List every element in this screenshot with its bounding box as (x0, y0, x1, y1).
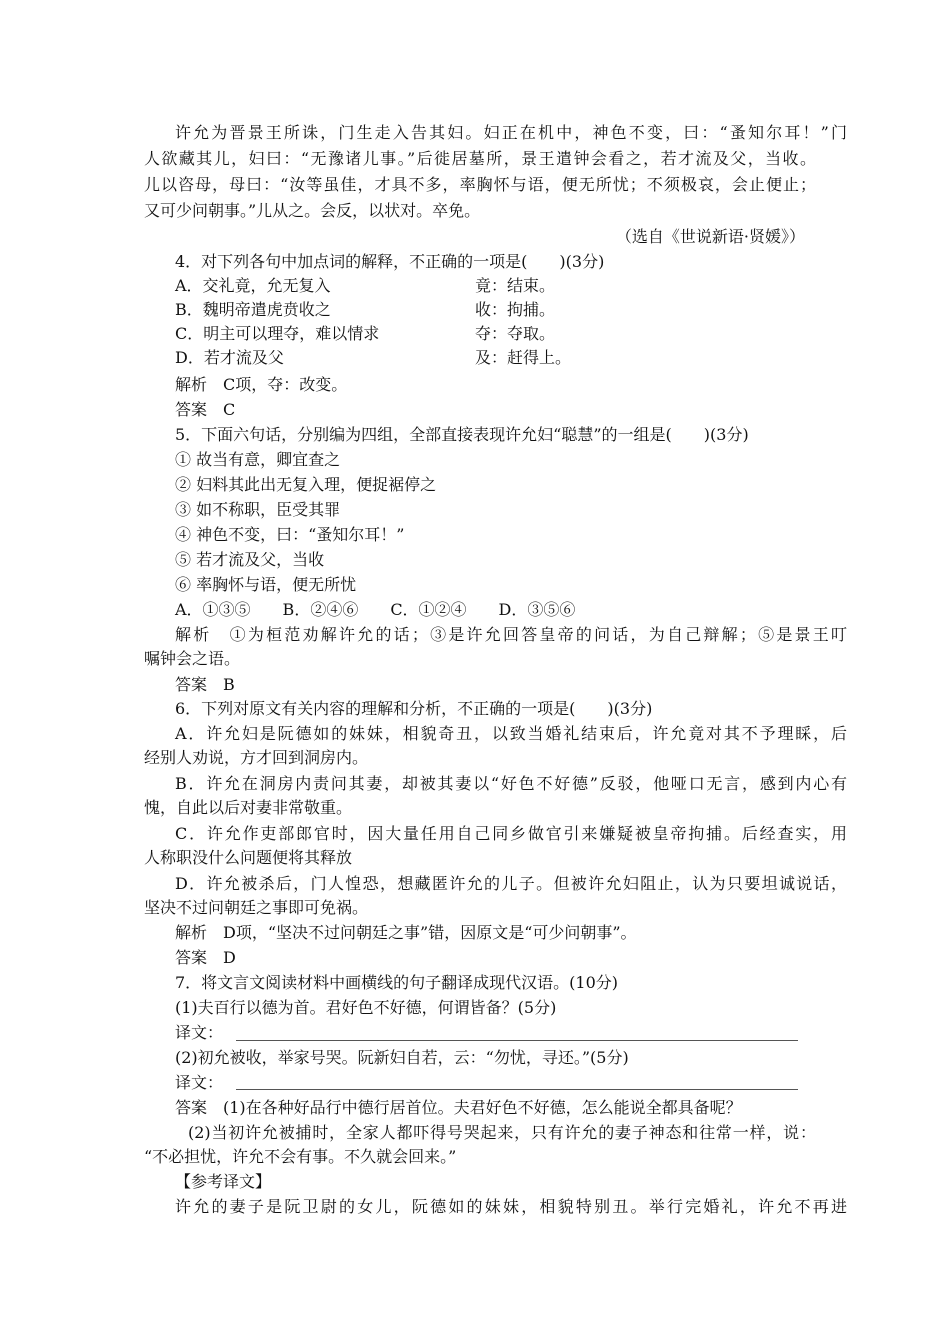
q7-translate-label-1: 译文： (175, 1023, 224, 1042)
q6-option-c-line-1: C．许允作吏部郎官时，因大量任用自己同乡做官引来嫌疑被皇帝拘捕。后经查实，用 (175, 824, 847, 843)
q5-stem: 5．下面六句话，分别编为四组，全部直接表现许允妇“聪慧”的一组是( )(3分) (175, 425, 749, 444)
q6-analysis: 解析 D项，“坚决不过问朝廷之事”错，因原文是“可少问朝事”。 (175, 923, 637, 942)
q7-answer-blank-2[interactable] (236, 1089, 798, 1090)
q5-item-3: ③ 如不称职，臣受其罪 (175, 500, 341, 519)
q7-answer-2-line-2: “不必担忧，许允不会有事。不久就会回来。” (144, 1147, 457, 1166)
q6-option-a-line-1: A．许允妇是阮德如的妹妹，相貌奇丑，以致当婚礼结束后，许允竟对其不予理睬，后 (175, 724, 847, 743)
q4-option-a-sentence: A．交礼竟，允无复入 (175, 276, 331, 295)
passage-source: （选自《世说新语·贤媛》） (615, 227, 805, 246)
reference-heading: 【参考译文】 (175, 1172, 272, 1191)
q7-answer-blank-1[interactable] (236, 1040, 798, 1041)
q5-item-1: ① 故当有意，卿宜查之 (175, 450, 341, 469)
q5-item-4: ④ 神色不变，曰：“蚤知尔耳！” (175, 525, 405, 544)
q6-option-b-line-2: 愧，自此以后对妻非常敬重。 (144, 798, 353, 817)
q5-item-2: ② 妇料其此出无复入理，便捉裾停之 (175, 475, 437, 494)
q6-answer: 答案 D (175, 948, 236, 967)
q7-translate-label-2: 译文： (175, 1073, 224, 1092)
passage-line-4: 又可少问朝事。”儿从之。会反，以状对。卒免。 (144, 201, 481, 220)
q6-option-d-line-1: D．许允被杀后，门人惶恐，想藏匿许允的儿子。但被许允妇阻止，认为只要坦诚说话， (175, 874, 847, 893)
q7-answer-1: 答案 (1)在各种好品行中德行居首位。夫君好色不好德，怎么能说全都具备呢？ (175, 1098, 742, 1117)
q7-answer-2-line-1: (2)当初许允被捕时，全家人都吓得号哭起来，只有许允的妻子神态和往常一样，说： (188, 1123, 816, 1142)
q4-option-a-gloss: 竟：结束。 (475, 276, 556, 295)
q4-option-d-sentence: D．若才流及父 (175, 348, 284, 367)
q4-option-b-sentence: B．魏明帝遣虎贲收之 (175, 300, 331, 319)
q4-analysis: 解析 C项，夺：改变。 (175, 375, 348, 394)
q4-option-d-gloss: 及：赶得上。 (475, 348, 572, 367)
passage-line-3: 儿以咨母，母曰：“汝等虽佳，才具不多，率胸怀与语，便无所忧；不须极哀，会止便止； (144, 175, 816, 194)
q4-option-b-gloss: 收：拘捕。 (475, 300, 556, 319)
q6-stem: 6．下列对原文有关内容的理解和分析，不正确的一项是( )(3分) (175, 699, 653, 718)
q5-item-5: ⑤ 若才流及父，当收 (175, 550, 325, 569)
q5-item-6: ⑥ 率胸怀与语，便无所忧 (175, 575, 357, 594)
q4-answer: 答案 C (175, 400, 236, 419)
q6-option-c-line-2: 人称职没什么问题便将其释放 (144, 848, 353, 867)
q6-option-b-line-1: B．许允在洞房内责问其妻，却被其妻以“好色不好德”反驳，他哑口无言，感到内心有 (175, 774, 847, 793)
q5-analysis-line-2: 嘱钟会之语。 (144, 649, 241, 668)
q6-option-d-line-2: 坚决不过问朝廷之事即可免祸。 (144, 898, 369, 917)
q7-sub-1: (1)夫百行以德为首。君好色不好德，何谓皆备？(5分) (175, 998, 557, 1017)
q7-stem: 7．将文言文阅读材料中画横线的句子翻译成现代汉语。(10分) (175, 973, 619, 992)
q4-option-c-sentence: C．明主可以理夺，难以情求 (175, 324, 380, 343)
q6-option-a-line-2: 经别人劝说，方才回到洞房内。 (144, 748, 369, 767)
q5-choices: A．①③⑤ B．②④⑥ C．①②④ D．③⑤⑥ (175, 600, 576, 619)
q4-option-c-gloss: 夺：夺取。 (475, 324, 556, 343)
q7-sub-2: (2)初允被收，举家号哭。阮新妇自若，云：“勿忧，寻还。”(5分) (175, 1048, 629, 1067)
q5-analysis-line-1: 解析 ①为桓范劝解许允的话；③是许允回答皇帝的问话，为自己辩解；⑤是景王叮 (175, 625, 847, 644)
passage-line-2: 人欲藏其儿，妇曰：“无豫诸儿事。”后徙居墓所，景王遣钟会看之，若才流及父，当收。 (144, 149, 816, 168)
q5-answer: 答案 B (175, 675, 235, 694)
q4-stem: 4．对下列各句中加点词的解释，不正确的一项是( )(3分) (175, 252, 605, 271)
passage-line-1: 许允为晋景王所诛，门生走入告其妇。妇正在机中，神色不变，曰：“蚤知尔耳！”门 (175, 123, 847, 142)
reference-first-line: 许允的妻子是阮卫尉的女儿，阮德如的妹妹，相貌特别丑。举行完婚礼，许允不再进 (175, 1197, 847, 1216)
